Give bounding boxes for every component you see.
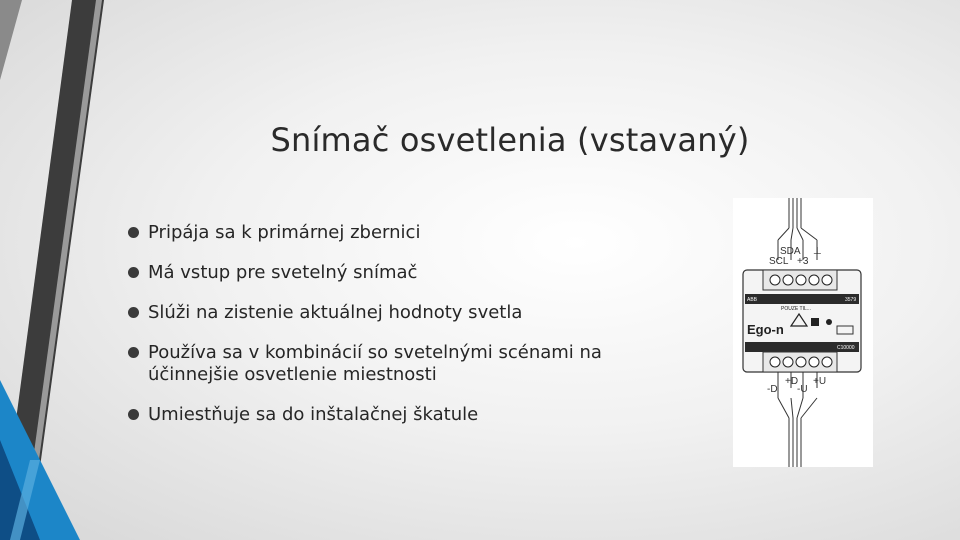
led-dot-icon bbox=[826, 319, 832, 325]
bullet-dot bbox=[128, 227, 139, 238]
bullet-text: Umiestňuje sa do inštalačnej škatule bbox=[148, 404, 479, 425]
bullet-text: Pripája sa k primárnej zbernici bbox=[148, 222, 421, 243]
label-plus3: +3 bbox=[797, 256, 809, 267]
label-plus-u: +U bbox=[813, 376, 827, 387]
decorative-stripes bbox=[0, 0, 140, 540]
bullet-text: Používa sa v kombinácií so svetelnými scénami na účinnejšie osvetlenie miestnosti bbox=[148, 342, 602, 385]
bullet-text: Má vstup pre svetelný snímač bbox=[148, 262, 418, 283]
bullet-dot bbox=[128, 409, 139, 420]
bullet-dot bbox=[128, 267, 139, 278]
bullet-item bbox=[128, 302, 688, 324]
bullet-item bbox=[128, 222, 688, 244]
bullet-item bbox=[128, 262, 688, 284]
bullet-dot bbox=[128, 307, 139, 318]
brand-label: Ego-n bbox=[747, 322, 784, 337]
label-minus-d: -D bbox=[767, 384, 778, 395]
maker-label: ABB bbox=[747, 297, 758, 303]
bullet-list bbox=[128, 222, 688, 444]
device-picture bbox=[733, 198, 873, 467]
model-top-label: 3579 bbox=[845, 297, 857, 303]
bullet-dot bbox=[128, 347, 139, 358]
bullet-item bbox=[128, 342, 688, 386]
led-square-icon bbox=[811, 318, 819, 326]
stripe-grey-light bbox=[0, 0, 22, 80]
bullet-item bbox=[128, 404, 688, 426]
product-line-label: POUZE TIL... bbox=[781, 306, 811, 312]
label-sda: SDA bbox=[780, 246, 801, 257]
light-sensor-diagram bbox=[733, 198, 873, 467]
bullet-text: Slúži na zistenie aktuálnej hodnoty svetla bbox=[148, 302, 523, 323]
label-strip-top bbox=[745, 294, 859, 304]
label-scl: SCL bbox=[769, 256, 789, 267]
model-bottom-label: C10000 bbox=[837, 345, 855, 351]
label-ground: ⊥ bbox=[813, 246, 822, 257]
label-plus-d: +D bbox=[785, 376, 799, 387]
slide-title: Snímač osvetlenia (vstavaný) bbox=[270, 121, 750, 160]
label-minus-u: -U bbox=[797, 384, 808, 395]
